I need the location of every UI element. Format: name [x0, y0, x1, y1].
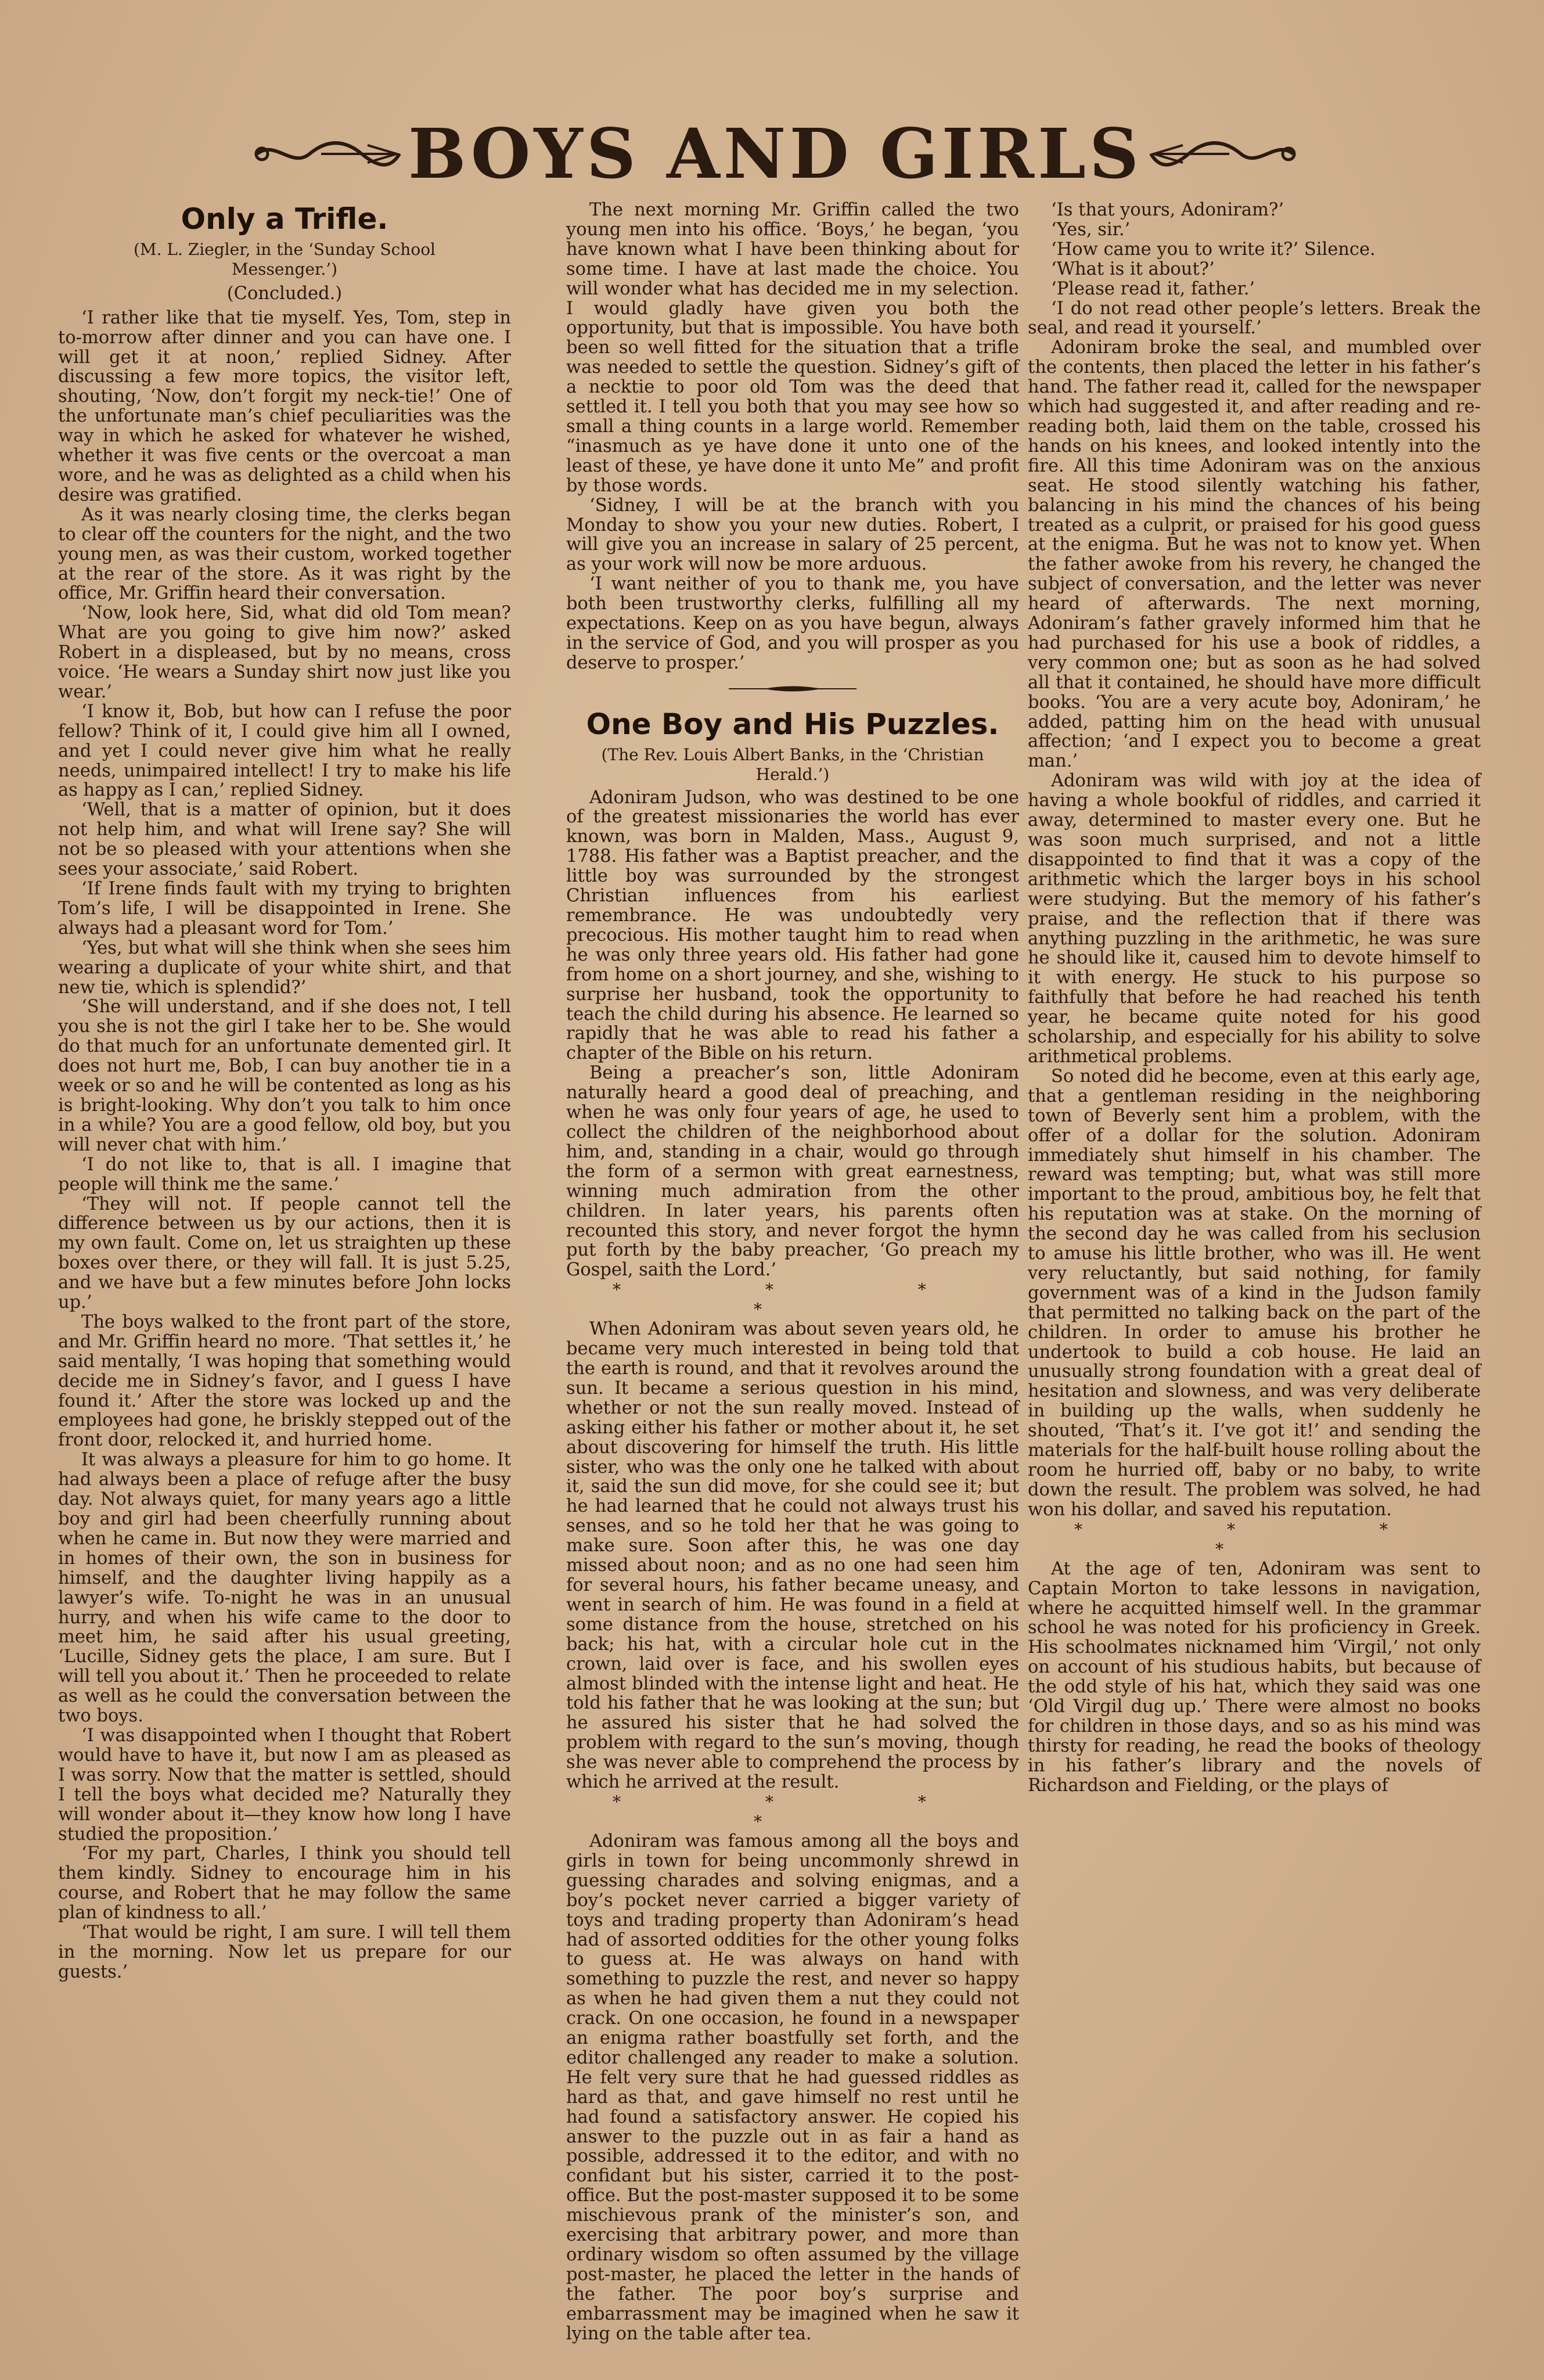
right-scroll-ornament	[1148, 136, 1299, 171]
paragraph: Adoniram was famous among all the boys and girls in town for being uncommonly shrewd in guessing charades and solving enigmas, and a boy’s pocket never carried a bigger variety of toys and trading property than Adoniram’s head had of assorted oddities for the other young folks to guess at. He was always on hand with something to puzzle the rest, and never so happy as when he had given them a nut they could not crack. On one occasion, he found in a newspaper an enigma rather boastfully set forth, and the editor challenged any reader to make a solution. He felt very sure that he had guessed riddles as hard as that, and gave himself no rest until he had found a satisfactory answer. He copied his answer to the puzzle out in as fair a hand as possible, addressed it to the editor, and with no confidant but his sister, carried it to the post-office. But the post-master supposed it to be some mischievous prank of the minister’s son, and exercising that arbitrary power, and more than ordinary wisdom so often assumed by the village post-master, he placed the letter in the hands of the father. The poor boy’s surprise and embarrassment may be imagined when he saw it lying on the table after tea.	[566, 1831, 1019, 2344]
paragraph: ‘Yes, but what will she think when she sees him wearing a duplicate of your white shirt, and that new tie, which is splendid?’	[58, 937, 511, 998]
paragraph: ‘I want neither of you to thank me, you have both been trustworthy clerks, fulfilling all my expectations. Keep on as you have begun, always in the service of God, and you will prosper as you deserve to prosper.’	[566, 574, 1019, 673]
article-divider-rule	[729, 685, 856, 693]
section-break-stars: * * * *	[1074, 1519, 1457, 1559]
column-1	[58, 200, 511, 1982]
masthead	[244, 113, 1307, 194]
column-3	[1028, 200, 1481, 1796]
paragraph: The next morning Mr. Griffin called the two young men into his office. ‘Boys,’ he began, ‘you have known what I have been thinking about for some time. I have at last made the choice. You will wonder what has decided me in my selection. I would gladly have given you both the opportunity, but that is impossible. You have both been so well fitted for the situation that a trifle was needed to settle the question. Sidney’s gift of a necktie to poor old Tom was the deed that settled it. I tell you both that you may see how so small a thing counts in a large world. Remember “inasmuch as ye have done it unto one of the least of these, ye have done it unto Me” and profit by those words.	[566, 200, 1019, 496]
section-break-stars: * * * *	[613, 1280, 996, 1320]
paragraph: ‘I rather like that tie myself. Yes, Tom, step in to-morrow after dinner and you can have one. I will get it at noon,’ replied Sidney. After discussing a few more topics, the visitor left, shouting, ‘Now, don’t forgit my neck-tie!’ One of the unfortunate man’s chief peculiarities was the way in which he asked for whatever he wished, whether it was five cents or the overcoat a man wore, and he was as delighted as a child when his desire was gratified.	[58, 307, 511, 505]
paragraph: ‘She will understand, and if she does not, I tell you she is not the girl I take her to be. She would do that much for an unfortunate demented girl. It does not hurt me, Bob, I can buy another tie in a week or so and he will be contented as long as his is bright-looking. Why don’t you talk to him once in a while? You are a good fellow, old boy, but you will never chat with him.’	[58, 997, 511, 1155]
paragraph: Being a preacher’s son, little Adoniram naturally heard a good deal of preaching, and when he was only four years of age, he used to collect the children of the neighborhood about him, and, standing in a chair, would go through the form of a sermon with great earnestness, winning much admiration from the other children. In later years, his parents often recounted this story, and never forgot the hymn put forth by the baby preacher, ‘Go preach my Gospel, saith the Lord.’	[566, 1063, 1019, 1281]
paragraph: ‘Is that yours, Adoniram?’	[1051, 200, 1284, 220]
paragraph: ‘How came you to write it?’ Silence.	[1051, 239, 1376, 260]
article-title-only-a-trifle: Only a Trifle.	[181, 202, 388, 236]
paragraph: So noted did he become, even at this early age, that a gentleman residing in the neighboring town of Beverly sent him a problem, with the offer of a dollar for the solution. Adoniram immediately shut himself in his chamber. The reward was tempting; but, what was still more important to the proud, ambitious boy, he felt that his reputation was at stake. On the morning of the second day he was called from his seclusion to amuse his little brother, who was ill. He went very reluctantly, but said nothing, for family government was of a kind in the Judson family that permitted no talking back on the part of the children. In order to amuse his brother he undertook to build a cob house. He laid an unusually strong foundation with a great deal of hesitation and slowness, and was very deliberate in building up the walls, when suddenly he shouted, ‘That’s it. I’ve got it!’ and sending the materials for the half-built house rolling about the room he hurried off, baby or no baby, to write down the result. The problem was solved, he had won his dollar, and saved his reputation.	[1028, 1066, 1481, 1520]
article-byline: (The Rev. Louis Albert Banks, in the ‘Christian Herald.’)	[601, 745, 984, 784]
paragraph: ‘They will not. If people cannot tell the difference between us by our actions, then it is my own fault. Come on, let us straighten up these boxes over there, or they will fall. It is just 5.25, and we have but a few minutes before John locks up.’	[58, 1193, 511, 1313]
paragraph: ‘Yes, sir.’	[1051, 219, 1131, 240]
article-title-one-boy-and-his-puzzles: One Boy and His Puzzles.	[586, 707, 999, 741]
paragraph: The boys walked to the front part of the store, and Mr. Griffin heard no more. ‘That settles it,’ he said mentally, ‘I was hoping that something would decide me in Sidney’s favor, and I guess I have found it.’ After the store was locked up and the employees had gone, he briskly stepped out of the front door, relocked it, and hurried home.	[58, 1311, 511, 1451]
article-byline: (M. L. Ziegler, in the ‘Sunday School Messenger.’)	[133, 240, 436, 279]
concluded-note: (Concluded.)	[226, 283, 343, 304]
paragraph: ‘I know it, Bob, but how can I refuse the poor fellow? Think of it, I could give him all I owned, and yet I could never give him what he really needs, unimpaired intellect! I try to make his life as happy as I can,’ replied Sidney.	[58, 701, 511, 801]
paragraph: ‘I do not read other people’s letters. Break the seal, and read it yourself.’	[1028, 298, 1481, 339]
section-title: BOYS AND GIRLS	[408, 113, 1143, 194]
paragraph: ‘Now, look here, Sid, what did old Tom mean? What are you going to give him now?’ asked Robert in a displeased, but by no means, cross voice. ‘He wears a Sunday shirt now just like you wear.’	[58, 603, 511, 702]
paragraph: ‘I do not like to, that is all. I imagine that people will think me the same.’	[58, 1154, 511, 1195]
paragraph: As it was nearly closing time, the clerks began to clear off the counters for the night, and the two young men, as was their custom, worked together at the rear of the store. As it was right by the office, Mr. Griffin heard their conversation.	[58, 504, 511, 604]
paragraph: Adoniram broke the seal, and mumbled over the contents, then placed the letter in his father’s hand. The father read it, called for the newspaper which had suggested it, and after reading and re-reading both, laid them on the table, crossed his hands on his knees, and looked intently into the fire. All this time Adoniram was on the anxious seat. He stood silently watching his father, balancing in his mind the chances of his being treated as a culprit, or praised for his good guess at the enigma. But he was not to know yet. When the father awoke from his revery, he changed the subject of conversation, and the letter was never heard of afterwards. The next morning, Adoniram’s father gravely informed him that he had purchased for his use a book of riddles, a very common one; but as soon as he had solved all that it contained, he should have more difficult books. ‘You are a very acute boy, Adoniram,’ he added, patting him on the head with unusual affection; ‘and I expect you to become a great man.’	[1028, 337, 1481, 772]
section-break-stars: * * * *	[613, 1792, 996, 1831]
paragraph: ‘Well, that is a matter of opinion, but it does not help him, and what will Irene say? She will not be so pleased with your attentions when she sees your associate,’ said Robert.	[58, 800, 511, 880]
left-scroll-ornament	[251, 136, 402, 171]
paragraph: ‘I was disappointed when I thought that Robert would have to have it, but now I am as pleased as I was sorry. Now that the matter is settled, should I tell the boys what decided me? Naturally they will wonder about it—they know how long I have studied the proposition.’	[58, 1725, 511, 1845]
paragraph: ‘Sidney, I will be at the branch with you Monday to show you your new duties. Robert, I will give you an increase in salary of 25 percent, as your work will now be more arduous.	[566, 495, 1019, 575]
paragraph: ‘Please read it, father.’	[1051, 278, 1255, 299]
paragraph: When Adoniram was about seven years old, he became very much interested in being told that the earth is round, and that it revolves around the sun. It became a serious question in his mind, whether or not the sun really moved. Instead of asking either his father or mother about it, he set about discovering for himself the truth. His little sister, who was the only one he talked with about it, said the sun did move, for she could see it; but he had learned that he could not always trust his senses, and so he told her that he was going to make sure. Soon after this, he was one day missed about noon; and as no one had seen him for several hours, his father became uneasy, and went in search of him. He was found in a field at some distance from the house, stretched on his back; his hat, with a circular hole cut in the crown, laid over is face, and his swollen eyes almost blinded with the intense light and heat. He told his father that he was looking at the sun; but he assured his sister that he had solved the problem with regard to the sun’s moving, though she was never able to comprehend the process by which he arrived at the result.	[566, 1319, 1019, 1793]
column-2	[566, 200, 1019, 2344]
paragraph: Adoniram Judson, who was destined to be one of the greatest missionaries the world has ever known, was born in Malden, Mass., August 9, 1788. His father was a Baptist preacher, and the little boy was surrounded by the strongest Christian influences from his earliest remembrance. He was undoubtedly very precocious. His mother taught him to read when he was only three years old. His father had gone from home on a short journey, and she, wishing to surprise her husband, took the opportunity to teach the child during his absence. He learned so rapidly that he was able to read his father a chapter of the Bible on his return.	[566, 787, 1019, 1064]
paragraph: At the age of ten, Adoniram was sent to Captain Morton to take lessons in navigation, where he acquitted himself well. In the grammar school he was noted for his proficiency in Greek. His schoolmates nicknamed him ‘Virgil,’ not only on account of his studious habits, but because of the odd style of his hat, which they said was one ‘Old Virgil dug up.’ There were almost no books for children in those days, and so as his mind was thirsty for reading, he read the books of theology in his father’s library and the novels of Richardson and Fielding, or the plays of	[1028, 1558, 1481, 1796]
paragraph: Adoniram was wild with joy at the idea of having a whole bookful of riddles, and carried it away, determined to master every one. But he was soon much surprised, and not a little disappointed to find that it was a copy of the arithmetic which the larger boys in his school were studying. But the memory of his father’s praise, and the reflection that if there was anything puzzling in the arithmetic, he was sure he should like it, caused him to devote himself to it with energy. He stuck to his purpose so faithfully that before he had reached his tenth year, he became quite noted for his good scholarship, and especially for his ability to solve arithmetical problems.	[1028, 771, 1481, 1067]
paragraph: It was always a pleasure for him to go home. It had always been a place of refuge after the busy day. Not always quiet, for many years ago a little boy and girl had been cheerfully running about when he came in. But now they were married and in homes of their own, the son in business for himself, and the daughter living happily as a lawyer’s wife. To-night he was in an unusual hurry, and when his wife came to the door to meet him, he said after his usual greeting, ‘Lucille, Sidney gets the place, I am sure. But I will tell you about it.’ Then he proceeded to relate as well as he could the conversation between the two boys.	[58, 1450, 511, 1727]
paragraph: ‘That would be right, I am sure. I will tell them in the morning. Now let us prepare for our guests.’	[58, 1922, 511, 1982]
paragraph: ‘For my part, Charles, I think you should tell them kindly. Sidney to encourage him in his course, and Robert that he may follow the same plan of kindness to all.’	[58, 1843, 511, 1924]
paragraph: ‘If Irene finds fault with my trying to brighten Tom’s life, I will be disappointed in Irene. She always had a pleasant word for Tom.’	[58, 879, 511, 939]
paragraph: ‘What is it about?’	[1051, 258, 1215, 279]
